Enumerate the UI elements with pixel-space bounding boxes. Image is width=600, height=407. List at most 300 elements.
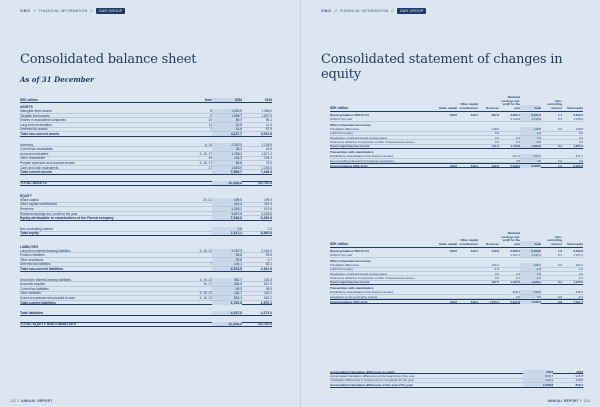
cell-value: 1.1 [557, 113, 562, 118]
value-2023: 1,086.0 [261, 108, 272, 113]
row-note: 11 [208, 122, 212, 127]
header-sep: // [90, 9, 93, 13]
right-header [321, 8, 426, 14]
value-2023: 10,731.3 [258, 181, 272, 186]
row-note [186, 262, 212, 266]
value-2024: 319.4 [212, 202, 242, 206]
column-header: Total [520, 105, 541, 110]
cell-value: 912.6 [491, 249, 499, 254]
cell-value: 237.5 [491, 280, 499, 285]
balance-sheet-table [20, 98, 272, 327]
row-label: Other capital contributions [20, 202, 58, 207]
accumulated-translation-table [330, 370, 583, 388]
row-label: Dividends to shareholders of the Parent company [330, 154, 394, 159]
cell-value: 5,971.3 [520, 113, 541, 117]
cell-value: 2.0 [494, 135, 499, 140]
row-note: 20, 21 [203, 197, 212, 202]
table-header [330, 228, 583, 248]
cell-value: -0.9 [578, 140, 583, 145]
cell-value: 0.0 [515, 294, 520, 299]
row-label: Opening balance 2023-01-01 [330, 113, 369, 118]
cell-value: -518.3 [574, 290, 583, 295]
brand: VINCI [20, 9, 31, 13]
row-label: Total comprehensive income [330, 144, 370, 149]
cell-value: 319.4 [470, 299, 478, 304]
cell-value: -1.0 [578, 276, 583, 281]
cell-value: -1.0 [520, 276, 541, 280]
row-label: Revaluation of defined benefit pension plans [330, 271, 387, 276]
page-number: 102 [10, 399, 17, 403]
cell-value: 3.8 [520, 159, 541, 163]
cell-value: 4,625.1 [510, 113, 520, 118]
row-label: Opening balance 2024-01-01 [330, 249, 369, 254]
unit-label: SEK million [20, 97, 38, 102]
value-2024: 22.8 [212, 123, 242, 127]
value-2024: 1,765.1 [212, 152, 242, 156]
row-label: Deferred tax assets [20, 127, 48, 132]
table-row [330, 253, 583, 257]
value-2023: 10,731.3 [258, 322, 272, 327]
cell-value: 1,114.9 [520, 117, 541, 121]
row-label: Retained earnings incl. profit for the year [20, 211, 78, 216]
row-label: Total equity [20, 231, 39, 236]
column-header: Non-controlling interest [547, 234, 562, 246]
value-2024: 1,683.0 [212, 166, 242, 170]
value-2024: 381.7 [212, 278, 242, 282]
value-2023: 7,448.5 [260, 170, 272, 175]
row-label: Non-controlling interest from business acquisitions [330, 158, 395, 163]
cell-value: -0.5 [515, 140, 520, 145]
cell-value: 1,005.7 [573, 144, 583, 149]
row-label: Total non-current liabilities [20, 267, 64, 272]
row-label: Deferred tax liabilities [20, 262, 51, 267]
value-2024: 35.2 [212, 147, 242, 151]
spacer [20, 236, 272, 242]
value-2023: 2,154.9 [261, 248, 272, 253]
row-label: Transactions with shareholders [330, 286, 374, 291]
row-label: Accounts payable [20, 282, 46, 287]
value-2024: 11,104.4 [212, 322, 242, 326]
table-row [330, 117, 583, 121]
row-label: Account receivables [20, 151, 49, 156]
value-2023: 11.4 [266, 122, 272, 127]
cell-value: 1,375.2 [573, 280, 583, 285]
value-2024: 163.3 [212, 156, 242, 160]
cell-value: -517.1 [574, 154, 583, 159]
value-2024: 2,187.3 [212, 249, 242, 253]
value-2024: 1,056.8 [523, 383, 553, 387]
cell-value: 319.4 [470, 113, 478, 118]
table-row [330, 281, 583, 285]
value-2024: 89.7 [212, 118, 242, 122]
value-2023: -118.8 [574, 378, 583, 383]
cell-value: -0.4 [494, 140, 499, 145]
row-label: Non-controlling interest [20, 226, 53, 231]
cell-value: 5,972.4 [573, 113, 583, 118]
value-2023: 194.3 [264, 156, 272, 161]
value-2023: 816.7 [575, 382, 583, 387]
value-2023: 1,155.3 [261, 165, 272, 170]
value-2024: 1,732.9 [212, 301, 242, 305]
value-2024: 98.8 [212, 253, 242, 257]
value-2023: 617.9 [264, 282, 272, 287]
page-number: 103 [583, 399, 590, 403]
row-label: Profit for the year [330, 253, 353, 258]
column-header: Total equity [566, 105, 583, 110]
column-header: Other capital contributions [459, 102, 478, 110]
cell-value: -0.5 [578, 294, 583, 299]
cell-value: 0.1 [557, 117, 562, 122]
cell-value: 1,116.8 [510, 144, 520, 149]
page-subtitle: As of 31 December [20, 75, 94, 84]
value-2024: 28.8 [212, 258, 242, 262]
row-label: Closing balance 2023-12-31 [330, 163, 368, 168]
row-label: LIABILITIES [20, 244, 39, 249]
cell-value: 3.8 [515, 158, 520, 163]
cell-value: 4.4 [520, 136, 541, 140]
value-2023: 57.9 [265, 127, 272, 132]
column-header: Total equity [566, 241, 583, 246]
cell-value: 199.0 [449, 249, 457, 254]
column-header: Reserves [486, 241, 499, 246]
value-2023: 912.6 [264, 207, 272, 212]
row-label: Share capital [20, 197, 39, 202]
cell-value: 6.0 [494, 131, 499, 136]
value-2024: 561.1 [212, 296, 242, 300]
column-header: Other capital contributions [459, 238, 478, 246]
page-title: Consolidated balance sheet [20, 52, 197, 67]
cell-value: 1.2 [557, 249, 562, 254]
value-2024: 556.3 [212, 282, 242, 286]
value-2024: 7,994.7 [212, 170, 242, 174]
cell-value: 199.0 [449, 163, 457, 168]
value-2024: 2,182.3 [212, 143, 242, 147]
row-label: ASSETS [20, 104, 33, 109]
column-header: Share capital [439, 241, 457, 246]
row-label: Accrued expenses and prepaid income [20, 295, 76, 300]
value-2023: 1,870.1 [260, 300, 272, 305]
value-2023: 38.9 [265, 286, 272, 291]
row-label: Other comprehensive income [330, 122, 371, 127]
cell-value: -1.8 [520, 267, 541, 271]
row-label: Short-term interest-bearing liabilities [20, 277, 72, 282]
cell-value: -517.1 [520, 154, 541, 158]
acc-title: Accumulated translation differences in equity [330, 369, 396, 374]
row-label: Other comprehensive income [330, 258, 371, 263]
row-label: Inventory [20, 142, 34, 147]
cell-value: 199.0 [449, 299, 457, 304]
cell-value: 827.8 [491, 113, 499, 118]
table-row [330, 383, 583, 387]
row-label: Equity attributable to shareholders of the Parent company [20, 216, 114, 221]
value-2023: 1,871.2 [261, 151, 272, 156]
cell-value: 3.8 [578, 158, 583, 163]
cell-value: 1,375.1 [520, 280, 541, 284]
row-note [186, 127, 212, 131]
table-row [20, 181, 272, 186]
cell-value: 7,316.3 [520, 300, 541, 304]
value-2024: 50.3 [212, 287, 242, 291]
value-2023: 1.2 [267, 226, 272, 231]
value-2024: 5,647.8 [212, 212, 242, 216]
cell-value: -517.1 [511, 154, 520, 159]
row-label: Dividends to shareholders of the Parent company [330, 290, 394, 295]
cell-value: -0.5 [557, 294, 562, 299]
year-2024-header: 2024 [523, 370, 553, 374]
cell-value: -0.9 [520, 140, 541, 144]
cell-value: 0.0 [557, 262, 562, 267]
cell-value: 1,115.0 [573, 117, 583, 122]
row-note: 6, 19, 22 [199, 248, 212, 253]
cell-value: -118.8 [491, 126, 499, 131]
equity-changes-2024-table [330, 228, 583, 304]
row-label: Reserves [20, 207, 34, 212]
column-header: Total [520, 241, 541, 246]
row-label: Closing balance 2024-12-31 [330, 299, 368, 304]
table-row [330, 299, 583, 303]
value-2024: 109.1 [212, 262, 242, 266]
left-header [20, 8, 125, 14]
cell-value: 6,460.6 [573, 249, 583, 254]
cell-value: 1,150.1 [489, 299, 499, 304]
row-note [186, 109, 212, 113]
row-note: 16, 17 [203, 282, 212, 287]
row-label: Income tax related to components of other comprehensive income [330, 140, 415, 145]
row-label: Total current assets [20, 170, 52, 175]
value-2023: 4,273.0 [260, 311, 272, 316]
row-label: Total liabilities [20, 311, 44, 316]
year-2023-header: 2023 [576, 369, 583, 374]
value-2023: 6,459.5 [260, 216, 272, 221]
year-2024-header: 2024 [212, 98, 242, 102]
row-label: Long-term interest-bearing liabilities [20, 248, 71, 253]
row-note: 6, 15 [204, 142, 212, 147]
column-header: Retained earnings incl. profit for the year [501, 231, 520, 246]
cell-value: 1,114.9 [510, 117, 520, 122]
header-tag: OUR GROUP [397, 8, 427, 14]
value-2023: 303.3 [264, 277, 272, 282]
page-title: Consolidated statement of changes in equity [321, 52, 563, 82]
cell-value: -111.2 [491, 144, 499, 149]
header-section: FINANCIAL INFORMATION [340, 9, 389, 13]
cell-value: 5,028.5 [510, 163, 520, 168]
cell-value: 1,137.1 [510, 253, 520, 258]
row-label: Acquisition of non-controlling interest [330, 294, 378, 299]
value-2023: 99.8 [265, 253, 272, 258]
value-2024: 182.7 [212, 291, 242, 295]
value-2023: 3,092.8 [260, 131, 272, 136]
row-label: Other receivables [20, 156, 45, 161]
row-label: TOTAL EQUITY AND LIABILITIES [20, 322, 77, 327]
cell-value: 240.1 [575, 262, 583, 267]
row-note: 16 [208, 156, 212, 161]
row-label: TOTAL ASSETS [20, 181, 47, 186]
unit-label: SEK million [330, 242, 349, 246]
cell-value: 199.0 [449, 113, 457, 118]
row-label: Translation differences [330, 262, 360, 267]
row-label: Profit for the year [330, 117, 353, 122]
column-header: Non-controlling interest [547, 98, 562, 110]
row-label: Income tax related to components of other comprehensive income [330, 276, 415, 281]
row-note: 6, 19, 22 [199, 277, 212, 282]
value-2024: 11,104.4 [212, 181, 242, 185]
row-label: Cash and cash equivalents [20, 165, 59, 170]
footer-sep: // [17, 399, 20, 403]
row-note: 17 [208, 165, 212, 170]
row-note: 6, 16, 17 [199, 160, 212, 165]
cell-value: 6,459.5 [520, 164, 541, 168]
left-footer [10, 399, 52, 403]
cell-value: 1.2 [557, 163, 562, 168]
value-2024: 816.7 [523, 374, 553, 378]
value-2024: 3,117.7 [212, 132, 242, 136]
cell-value: 0.0 [557, 158, 562, 163]
value-2023: 162.2 [264, 291, 272, 296]
row-label: Pension liabilities [20, 253, 45, 258]
row-label: Intangible fixed assets [20, 108, 52, 113]
value-2024: 240.1 [523, 378, 553, 382]
cell-value: 0.1 [557, 280, 562, 285]
brand: VINCI [321, 9, 332, 13]
value-2024: 199.0 [212, 198, 242, 202]
value-2023: 96.1 [265, 118, 272, 123]
cell-value: -0.1 [515, 276, 520, 281]
cell-value: -518.3 [511, 290, 520, 295]
value-2024: 2,374.5 [212, 267, 242, 271]
cell-value: 0.9 [578, 271, 583, 276]
value-2024: 1,888.7 [212, 114, 242, 118]
row-label: Current tax liabilities [20, 286, 49, 291]
value-2023: 2,108.9 [261, 142, 272, 147]
right-page [300, 0, 600, 407]
row-label: Other liabilities [20, 291, 41, 296]
cell-value: 0.1 [557, 144, 562, 149]
row-label: Revaluation of defined benefit pension plans [330, 135, 387, 140]
year-2023-header: 2023 [264, 97, 272, 102]
row-label: Total non-current assets [20, 131, 60, 136]
cell-value: -118.8 [575, 126, 583, 131]
row-label: Translation differences in foreign Group companies for the year [330, 378, 414, 383]
header-sep: // [334, 9, 338, 13]
cell-value: 240.1 [520, 263, 541, 267]
spacer [20, 186, 272, 192]
row-note [186, 114, 212, 118]
cell-value: -1.8 [494, 267, 499, 272]
cell-value: 1,137.2 [573, 253, 583, 258]
right-footer [548, 399, 590, 403]
header-sep: // [391, 9, 394, 13]
row-label: Current tax receivables [20, 147, 53, 152]
table-row [330, 145, 583, 149]
row-note: 10 [208, 118, 212, 123]
cell-value: 0.1 [557, 253, 562, 258]
footer-label: ANNUAL REPORT [20, 399, 53, 403]
value-2023: 1,837.9 [261, 113, 272, 118]
cell-value: 2.4 [515, 135, 520, 140]
cell-value: 7,317.1 [573, 299, 583, 304]
row-note: 6, 19, 22 [199, 291, 212, 296]
row-label: Long-term receivables [20, 122, 52, 127]
cell-value: -0.9 [494, 276, 499, 281]
footer-sep: // [580, 399, 583, 403]
value-2024: 7,317.1 [212, 231, 242, 235]
row-label: Tangible fixed assets [20, 113, 50, 118]
cell-value: 4.4 [578, 135, 583, 140]
column-header: Share capital [439, 105, 457, 110]
value-2023: 6,460.6 [260, 231, 272, 236]
cell-value: -1.8 [578, 267, 583, 272]
cell-value: 5,647.8 [510, 299, 520, 304]
row-label: EQUITY [20, 193, 32, 198]
row-note: 6, 16, 22 [199, 295, 212, 300]
column-header: Reserves [486, 105, 499, 110]
cell-value: 0.0 [557, 126, 562, 131]
value-2024: 4,107.3 [212, 311, 242, 315]
cell-value: 5,028.5 [510, 249, 520, 254]
cell-value: 319.4 [470, 163, 478, 168]
cell-value: 6.0 [520, 131, 541, 135]
value-2023: 3.7 [267, 257, 272, 262]
cell-value: 1,137.6 [510, 280, 520, 285]
row-label: Transactions with shareholders [330, 150, 374, 155]
equity-changes-2023-table [330, 92, 583, 168]
value-2023: 5,028.5 [261, 211, 272, 216]
value-2023: 319.4 [264, 202, 272, 207]
cell-value: -518.3 [520, 290, 541, 294]
cell-value: 6,460.6 [573, 163, 583, 168]
value-2023: 935.5 [575, 374, 583, 379]
row-label: Shares in associated companies [20, 118, 66, 123]
value-2024: 0.8 [212, 227, 242, 231]
cell-value: 0.3 [494, 271, 499, 276]
cell-value: 6,459.5 [520, 249, 541, 253]
column-header: Retained earnings incl. profit for the year [501, 95, 520, 110]
value-2024: 53.6 [212, 127, 242, 131]
cell-value: 240.1 [491, 262, 499, 267]
cell-value: 1,137.1 [520, 253, 541, 257]
value-2024: 1,150.1 [212, 207, 242, 211]
cell-value: 912.6 [491, 163, 499, 168]
table-row [20, 322, 272, 327]
cell-value: 1,005.6 [520, 144, 541, 148]
table-row [330, 163, 583, 167]
header-tag: OUR GROUP [96, 8, 126, 14]
cell-value: 0.0 [520, 295, 541, 299]
value-2023: 43.8 [265, 147, 272, 152]
value-2024: 66.8 [212, 161, 242, 165]
cell-value: 6.0 [578, 131, 583, 136]
table-header [20, 98, 272, 103]
cell-value: 0.9 [520, 272, 541, 276]
row-label: Other provisions [20, 257, 44, 262]
row-label: Total comprehensive income [330, 280, 370, 285]
note-header: Note [204, 97, 212, 102]
cell-value: 319.4 [470, 249, 478, 254]
cell-value: 0.8 [557, 299, 562, 304]
row-note: 6, 15, 17 [199, 151, 212, 156]
row-label: Total current liabilities [20, 300, 56, 305]
row-label: Translation differences [330, 126, 360, 131]
cell-value: -118.8 [520, 127, 541, 131]
header-sep: // [33, 9, 37, 13]
value-2023: 83.1 [265, 262, 272, 267]
value-2023: 540.2 [264, 295, 272, 300]
row-label: Accumulated translation differences at the end of the year [330, 382, 413, 387]
row-label: Cash flow hedges [330, 131, 353, 136]
value-2023: 75.0 [265, 160, 272, 165]
value-2024: 1,062.9 [212, 109, 242, 113]
value-2024: 7,316.3 [212, 216, 242, 220]
